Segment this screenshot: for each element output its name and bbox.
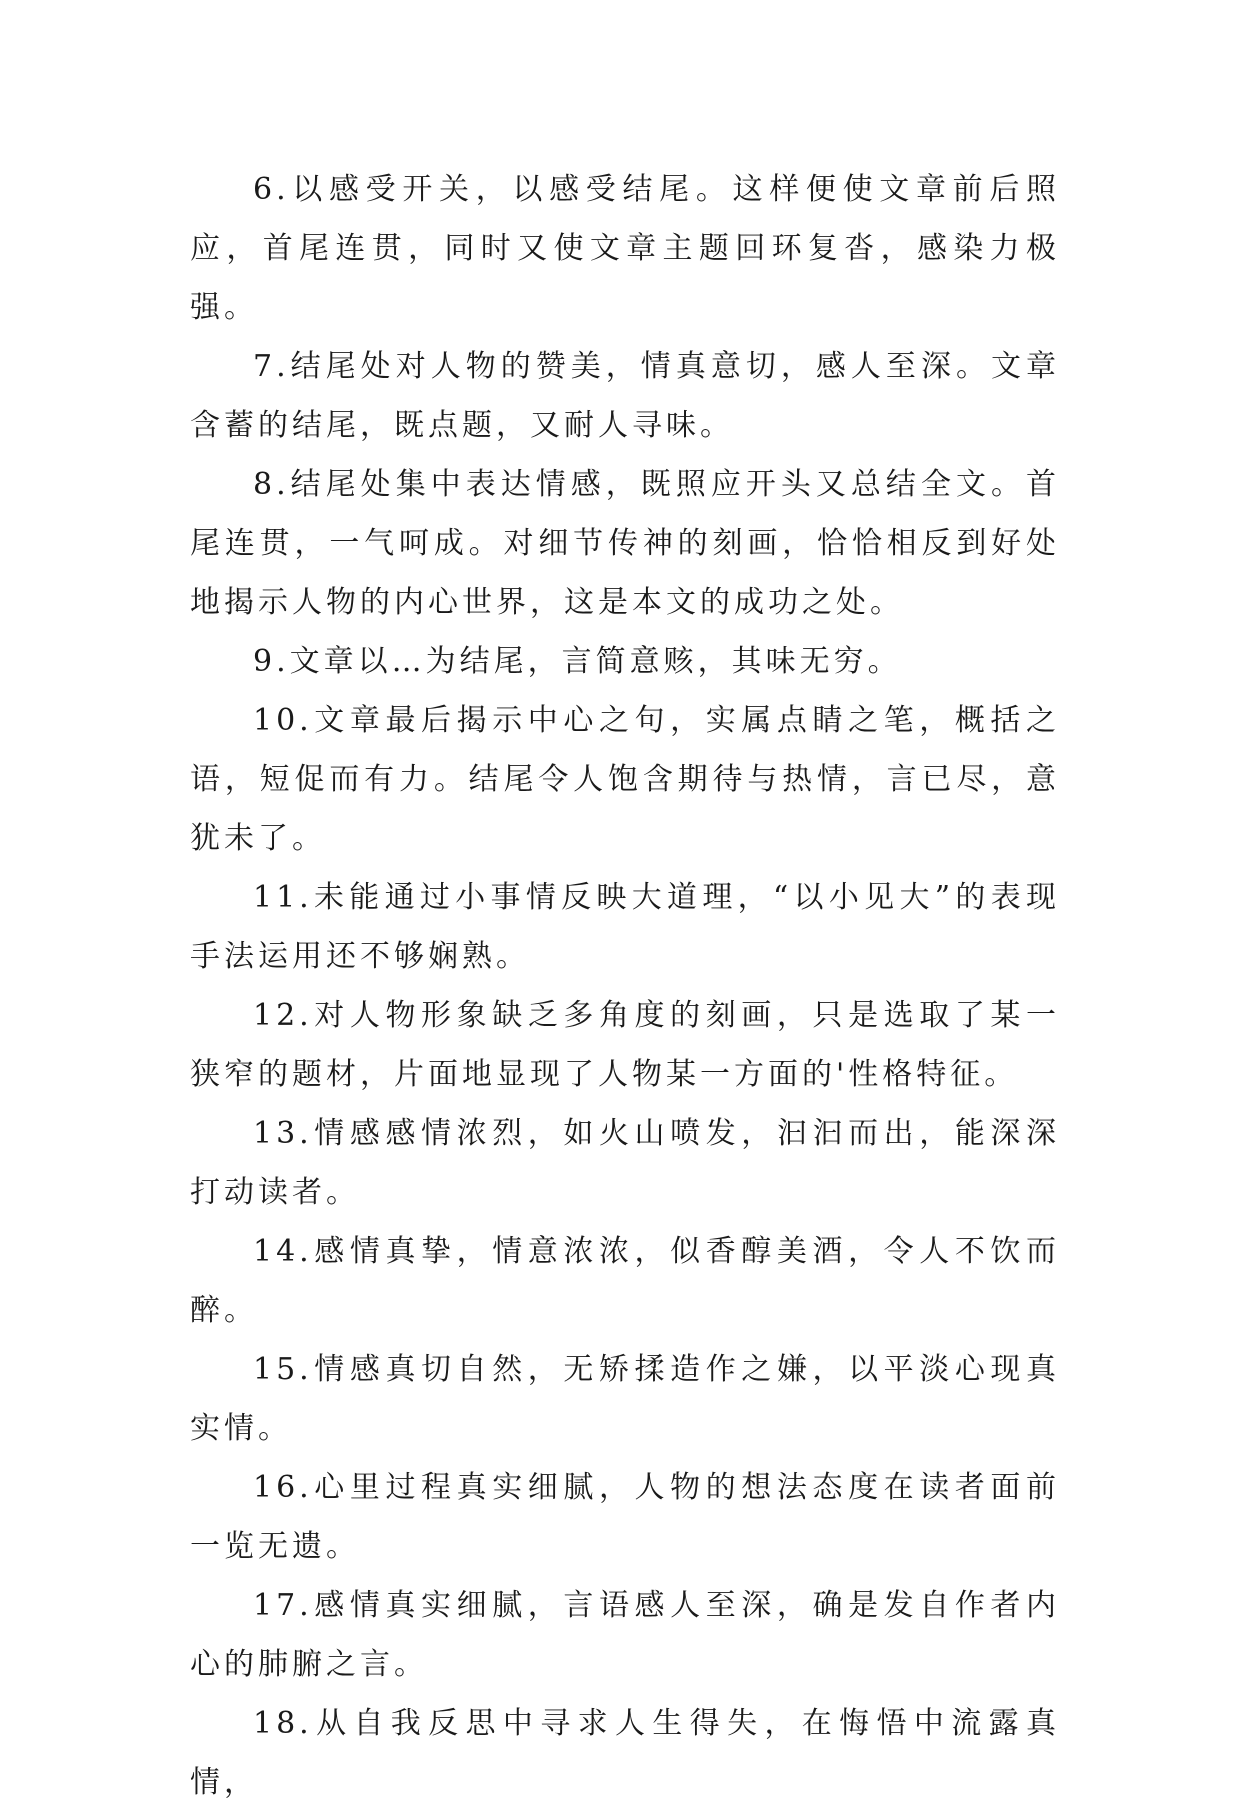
paragraph-11: 11.未能通过小事情反映大道理，“以小见大”的表现手法运用还不够娴熟。 <box>190 880 1060 974</box>
paragraph-15: 15.情感真切自然，无矫揉造作之嫌，以平淡心现真实情。 <box>190 1352 1060 1446</box>
paragraph-7: 7.结尾处对人物的赞美，情真意切，感人至深。文章含蓄的结尾，既点题，又耐人寻味。 <box>190 349 1060 443</box>
paragraph-12: 12.对人物形象缺乏多角度的刻画，只是选取了某一狭窄的题材，片面地显现了人物某一方面的'性格特征。 <box>190 998 1060 1092</box>
paragraph-18: 18.从自我反思中寻求人生得失，在悔悟中流露真情， <box>190 1706 1060 1800</box>
paragraph-8: 8.结尾处集中表达情感，既照应开头又总结全文。首尾连贯，一气呵成。对细节传神的刻画，恰恰相反到好处地揭示人物的内心世界，这是本文的成功之处。 <box>190 467 1060 620</box>
paragraph-16: 16.心里过程真实细腻，人物的想法态度在读者面前一览无遗。 <box>190 1470 1060 1564</box>
document-body <box>190 160 1060 1812</box>
paragraph-6: 6.以感受开关，以感受结尾。这样便使文章前后照应，首尾连贯，同时又使文章主题回环复沓，感染力极强。 <box>190 172 1060 325</box>
paragraph-17: 17.感情真实细腻，言语感人至深，确是发自作者内心的肺腑之言。 <box>190 1588 1060 1682</box>
paragraph-13: 13.情感感情浓烈，如火山喷发，汩汩而出，能深深打动读者。 <box>190 1116 1060 1210</box>
paragraph-10: 10.文章最后揭示中心之句，实属点睛之笔，概括之语，短促而有力。结尾令人饱含期待与热情，言已尽，意犹未了。 <box>190 703 1060 856</box>
paragraph-14: 14.感情真挚，情意浓浓，似香醇美酒，令人不饮而醉。 <box>190 1234 1060 1328</box>
paragraph-9: 9.文章以…为结尾，言简意赅，其味无穷。 <box>253 644 902 679</box>
